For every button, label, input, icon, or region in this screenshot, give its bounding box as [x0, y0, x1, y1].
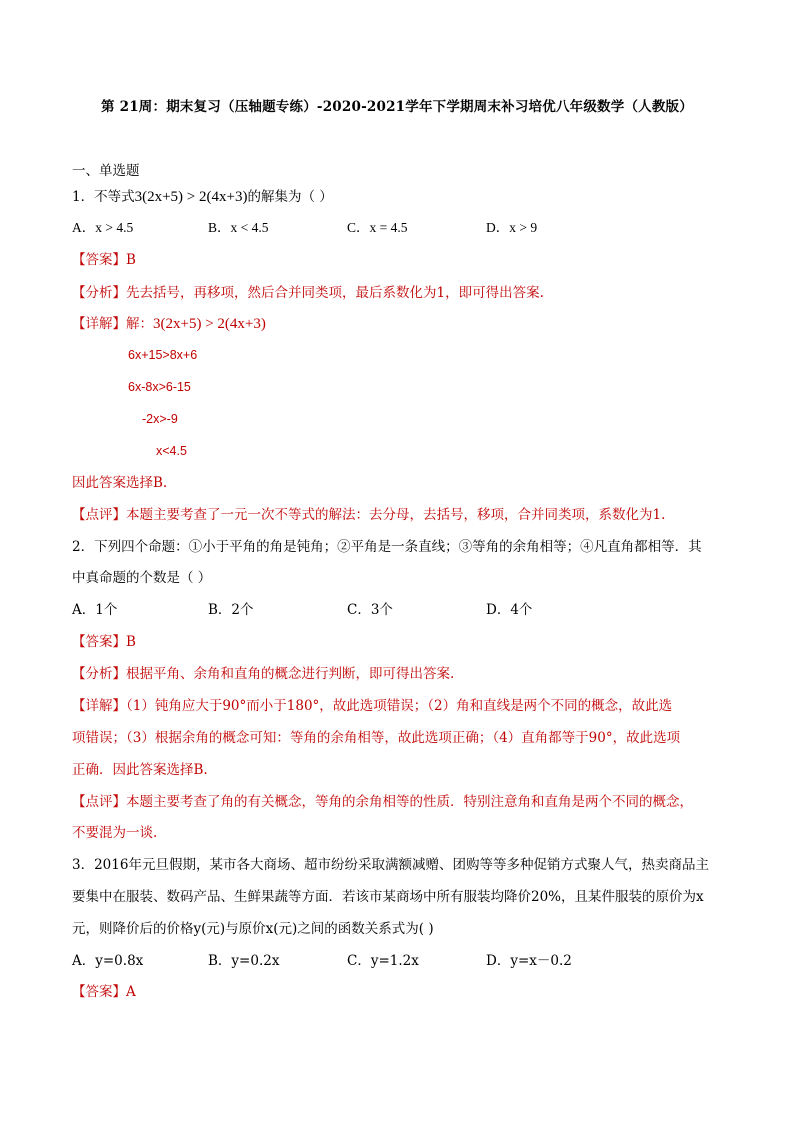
comment-text: 本题主要考查了一元一次不等式的解法：去分母，去括号，移项，合并同类项，系数化为1. [126, 507, 666, 523]
question-2-option-b: B．2个 [208, 602, 254, 618]
question-1-answer [72, 250, 136, 270]
answer-tag: 【答案】 [72, 984, 126, 1000]
question-2-option-c: C．3个 [347, 602, 393, 618]
analysis-tag: 【分析】 [72, 285, 126, 301]
question-2-option-d: D．4个 [486, 602, 533, 618]
solution-step-1: 6x+15>8x+6 [128, 348, 198, 362]
question-3-option-b: B．y=0.2x [208, 953, 280, 969]
question-2-comment-line-2: 不要混为一谈. [72, 825, 158, 841]
question-2-detail-line-2: 项错误；（3）根据余角的概念可知：等角的余角相等，故此选项正确；（4）直角都等于90°，故此选项 [72, 730, 681, 746]
answer-value: A [126, 984, 136, 1000]
question-1-option-b: B．x < 4.5 [208, 220, 269, 235]
analysis-text: 先去括号，再移项，然后合并同类项，最后系数化为1，即可得出答案. [126, 285, 544, 301]
question-1-suffix: 的解集为（ ） [247, 189, 333, 205]
question-3-option-c: C．y=1.2x [347, 953, 419, 969]
section-heading: 一、单选题 [72, 163, 140, 179]
question-3-stem-line-1: 3．2016年元旦假期，某市各大商场、超市纷纷采取满额减赠、团购等等多种促销方式聚人气，热卖商品主 [72, 857, 709, 873]
question-2-detail-line-3: 正确．因此答案选择B. [72, 762, 208, 778]
question-1-comment [72, 505, 665, 525]
solution-step-3: -2x>-9 [142, 412, 178, 426]
detail-text: （1）钝角应大于90°而小于180°，故此选项错误；（2）角和直线是两个不同的概念，故此选 [126, 698, 673, 714]
question-3-answer [72, 982, 136, 1002]
detail-tag: 【详解】 [72, 698, 126, 714]
question-2-detail-line-1 [72, 696, 672, 716]
question-3-stem-line-2: 要集中在服装、数码产品、生鲜果蔬等方面．若该市某商场中所有服装均降价20%，且某件服装的原价为x [72, 889, 704, 905]
question-2-answer [72, 632, 136, 652]
analysis-text: 根据平角、余角和直角的概念进行判断，即可得出答案. [126, 666, 455, 682]
solution-step-2: 6x-8x>6-15 [128, 380, 191, 394]
comment-tag: 【点评】 [72, 507, 126, 523]
question-1-option-c: C．x = 4.5 [347, 220, 408, 235]
page-title: 第 21周：期末复习（压轴题专练）-2020-2021学年下学期周末补习培优八年级数学（人教版） [101, 99, 693, 115]
question-1-option-a: A．x > 4.5 [72, 220, 134, 235]
question-1-analysis [72, 283, 544, 303]
question-2-stem-line-2: 中真命题的个数是（ ） [72, 570, 212, 586]
detail-math: 3(2x+5) > 2(4x+3) [153, 316, 266, 332]
answer-tag: 【答案】 [72, 634, 126, 650]
question-3-option-d: D．y=x－0.2 [486, 953, 572, 969]
question-3-option-a: A．y=0.8x [72, 953, 144, 969]
detail-tag: 【详解】 [72, 316, 126, 332]
solution-step-4: x<4.5 [156, 444, 187, 458]
question-2-analysis [72, 664, 454, 684]
detail-prefix: 解： [126, 316, 153, 332]
comment-tag: 【点评】 [72, 794, 126, 810]
question-1-conclusion: 因此答案选择B. [72, 475, 168, 491]
analysis-tag: 【分析】 [72, 666, 126, 682]
question-1-stem [72, 187, 333, 207]
question-1-detail [72, 314, 266, 334]
question-2-stem-line-1: 2．下列四个命题：①小于平角的角是钝角；②平角是一条直线；③等角的余角相等；④凡直角都相等．其 [72, 539, 702, 555]
question-1-prefix: 1．不等式 [72, 189, 135, 205]
answer-value: B [126, 634, 136, 650]
question-1-math: 3(2x+5) > 2(4x+3) [134, 189, 248, 205]
comment-text: 本题主要考查了角的有关概念，等角的余角相等的性质．特别注意角和直角是两个不同的概念， [126, 794, 693, 810]
question-2-option-a: A．1个 [72, 602, 118, 618]
question-2-comment-line-1 [72, 792, 693, 812]
question-1-option-d: D．x > 9 [486, 220, 538, 235]
question-3-stem-line-3: 元，则降价后的价格y(元)与原价x(元)之间的函数关系式为( ) [72, 921, 434, 937]
answer-value: B [126, 252, 136, 268]
answer-tag: 【答案】 [72, 252, 126, 268]
